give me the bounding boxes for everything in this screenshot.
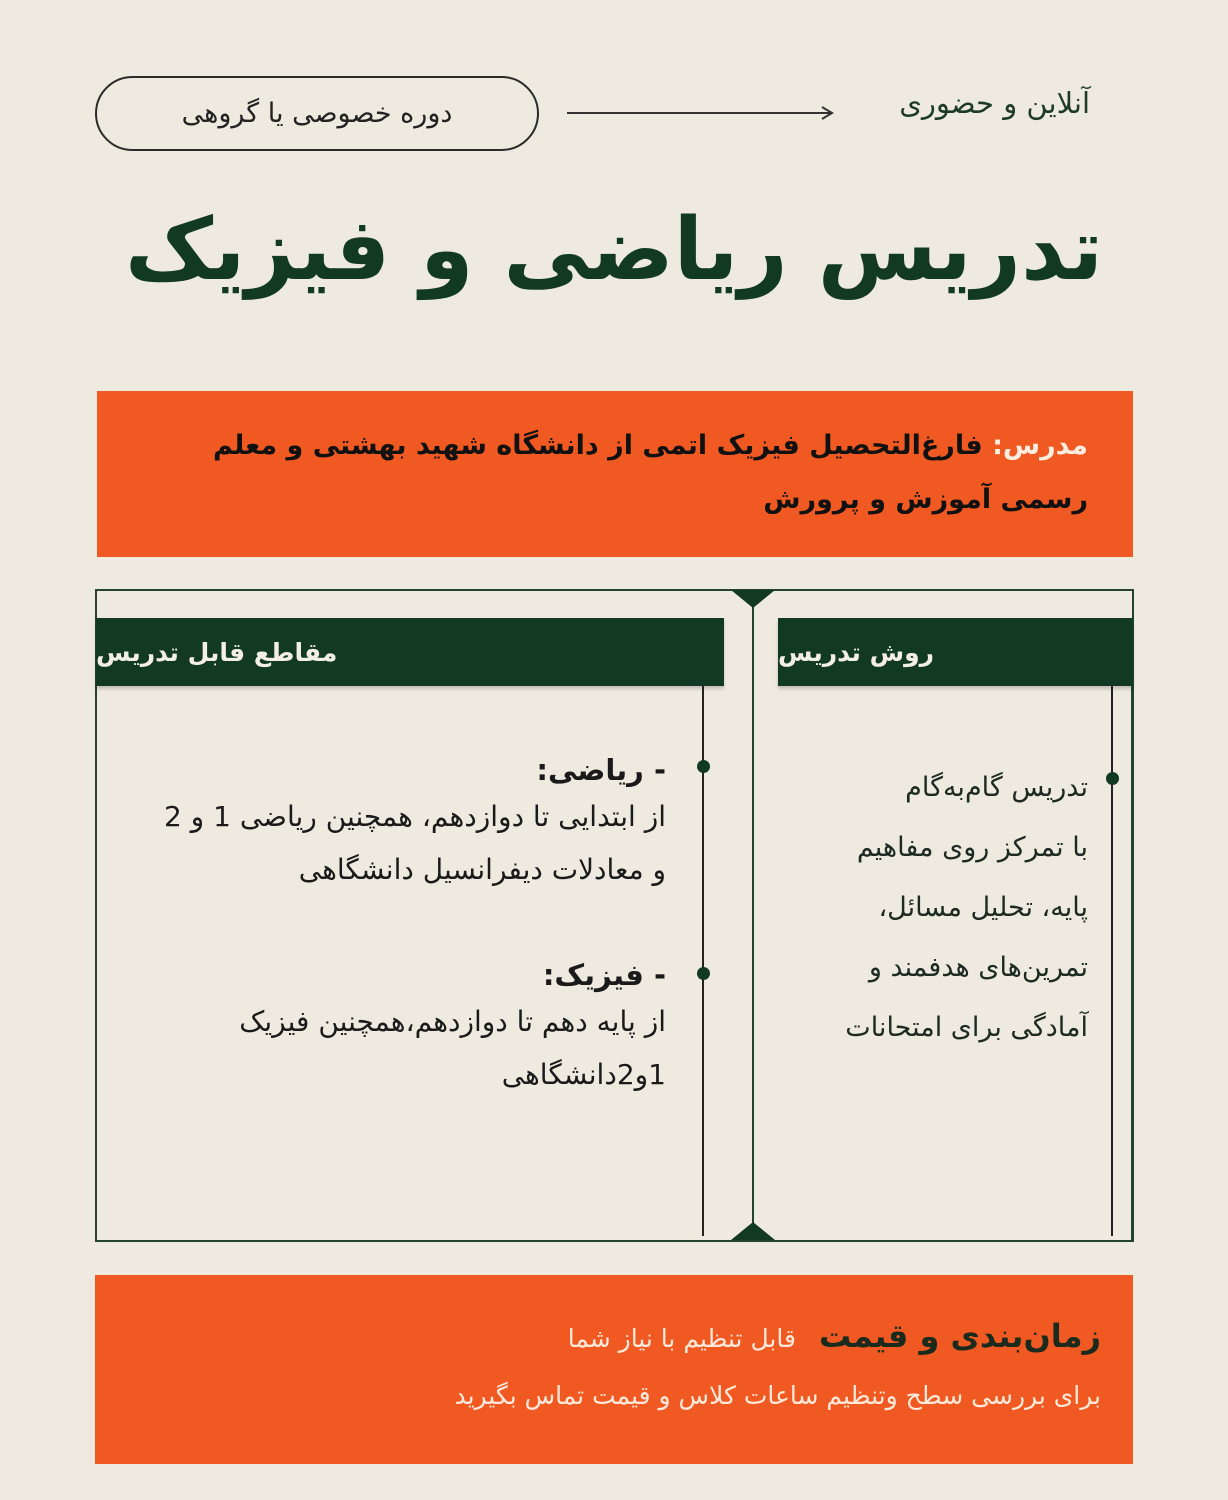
pricing-heading-row [568, 1317, 1101, 1355]
pricing-box [95, 1275, 1133, 1464]
right-border-rule [1131, 686, 1133, 1241]
method-line: پایه، تحلیل مسائل، [878, 892, 1088, 923]
method-line: با تمرکز روی مفاهیم [856, 832, 1088, 863]
instructor-label: مدرس: [992, 430, 1088, 461]
subject-body: از پایه دهم تا دوازدهم،همچنین فیزیک 1و2دانشگاهی [239, 1005, 666, 1091]
subject-physics [146, 955, 666, 1101]
pricing-note: برای بررسی سطح وتنظیم ساعات کلاس و قیمت تماس بگیرید [454, 1381, 1101, 1410]
bullet-dot-icon [1106, 772, 1119, 785]
teaching-mode: آنلاین و حضوری [899, 86, 1090, 120]
center-divider [752, 600, 754, 1230]
bullet-dot-icon [697, 760, 710, 773]
triangle-up-icon [731, 1222, 775, 1240]
subject-math [146, 750, 666, 896]
pricing-subheading: قابل تنظیم با نیاز شما [567, 1324, 796, 1353]
method-header [778, 618, 1133, 686]
levels-heading: مقاطع قابل تدریس [96, 637, 338, 667]
method-heading: روش تدریس [778, 637, 935, 667]
subject-title: - فیزیک: [542, 958, 666, 992]
bullet-dot-icon [697, 967, 710, 980]
pricing-heading: زمان‌بندی و قیمت [819, 1317, 1101, 1355]
triangle-down-icon [731, 590, 775, 608]
instructor-description [157, 419, 1088, 527]
method-line: آمادگی برای امتحانات [845, 1012, 1088, 1043]
method-line: تمرین‌های هدفمند و [868, 952, 1088, 983]
subject-title: - ریاضی: [536, 753, 666, 787]
method-description [788, 758, 1088, 1058]
instructor-box [97, 391, 1133, 557]
method-line: تدریس گام‌به‌گام [905, 772, 1088, 803]
course-type-pill [95, 76, 539, 151]
arrow-right-icon [567, 104, 835, 122]
levels-header [96, 618, 724, 686]
instructor-text: فارغ‌التحصیل فیزیک اتمی از دانشگاه شهید بهشتی و معلم رسمی آموزش و پرورش [212, 430, 1088, 515]
page-title: تدریس ریاضی و فیزیک [124, 200, 1104, 300]
subject-body: از ابتدایی تا دوازدهم، همچنین ریاضی 1 و 2 و معادلات دیفرانسیل دانشگاهی [163, 800, 666, 886]
method-timeline [1111, 686, 1113, 1236]
course-type-label: دوره خصوصی یا گروهی [181, 98, 453, 129]
